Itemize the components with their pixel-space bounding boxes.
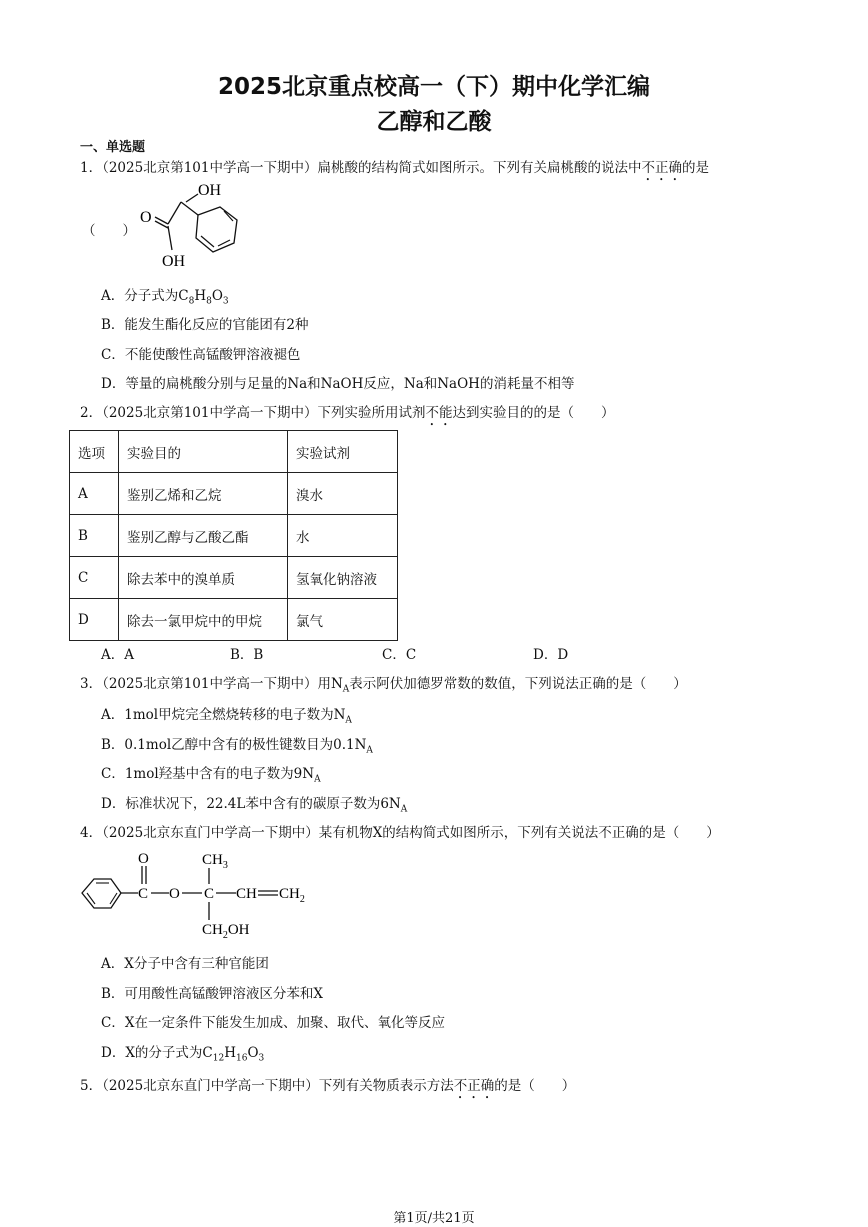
table-row <box>70 515 398 557</box>
q4-o-mid: O <box>169 886 180 902</box>
q4-option-b: B．可用酸性高锰酸钾溶液区分苯和X <box>101 986 324 1002</box>
table-cell: 鉴别乙烯和乙烷 <box>119 473 288 515</box>
table-cell: 实验试剂 <box>288 431 398 473</box>
q3-option-a: A．1mol甲烷完全燃烧转移的电子数为$N_A$ <box>101 707 352 726</box>
table-cell: 氢氧化钠溶液 <box>288 557 398 599</box>
q2-option-c: C．C <box>382 647 417 663</box>
table-row <box>70 557 398 599</box>
table-cell: 选项 <box>70 431 119 473</box>
q4-ch3: $CH_3$ <box>202 852 228 871</box>
q3-option-d: D．标准状况下，22.4L苯中含有的碳原子数为$6N_A$ <box>101 796 408 815</box>
q4-ch: CH <box>236 886 257 902</box>
q1-o-left: O <box>140 209 152 226</box>
q2-table <box>69 430 398 641</box>
q4-o-top: O <box>138 851 149 867</box>
q2-option-a: A．A <box>101 647 134 663</box>
table-cell: C <box>70 557 119 599</box>
table-cell: 水 <box>288 515 398 557</box>
doc-subtitle: 乙醇和乙酸 <box>376 109 492 135</box>
q4-ch2oh: $CH_2OH$ <box>202 922 250 940</box>
table-cell: 氯气 <box>288 599 398 641</box>
table-cell: D <box>70 599 119 641</box>
doc-title: 2025北京重点校高一（下）期中化学汇编 <box>217 74 650 100</box>
q3-option-b: B．0.1mol乙醇中含有的极性键数目为$0.1N_A$ <box>101 737 373 756</box>
q1-option-b: B．能发生酯化反应的官能团有2种 <box>101 317 309 333</box>
table-cell: 实验目的 <box>119 431 288 473</box>
q4-ch2: $CH_2$ <box>279 886 305 905</box>
q4-stem: 4．（2025北京东直门中学高一下期中）某有机物X的结构简式如图所示，下列有关说法不正确的是（ ） <box>80 825 720 841</box>
q1-option-a: A．分子式为$C_8H_8O_3$ <box>101 288 229 307</box>
table-row <box>70 599 398 641</box>
q3-stem: 3．（2025北京第101中学高一下期中）用$N_A$表示阿伏加德罗常数的数值，下列说法正确的是（ ） <box>80 676 687 695</box>
table-cell: A <box>70 473 119 515</box>
q4-option-d: D．X的分子式为$C_{12}H_{16}O_3$ <box>101 1045 265 1064</box>
q4-c1: C <box>138 886 149 902</box>
table-row <box>70 431 398 473</box>
table-cell: 除去苯中的溴单质 <box>119 557 288 599</box>
q1-option-d: D．等量的扁桃酸分别与足量的Na和NaOH反应，Na和NaOH的消耗量不相等 <box>101 376 575 392</box>
table-cell: B <box>70 515 119 557</box>
q1-option-c: C．不能使酸性高锰酸钾溶液褪色 <box>101 347 301 363</box>
q2-stem: 2．（2025北京第101中学高一下期中）下列实验所用试剂不能达到实验目的的是（ ） <box>80 405 615 421</box>
q1-structure <box>130 180 270 272</box>
q1-bracket: （ ） <box>82 223 136 239</box>
section-heading: 一、单选题 <box>80 140 146 155</box>
q2-option-b: B．B <box>230 647 264 663</box>
q1-oh-top: OH <box>198 182 222 199</box>
q3-option-c: C．1mol羟基中含有的电子数为$9N_A$ <box>101 766 321 785</box>
q4-option-c: C．X在一定条件下能发生加成、加聚、取代、氧化等反应 <box>101 1015 445 1031</box>
q2-option-d: D．D <box>533 647 569 663</box>
table-cell: 鉴别乙醇与乙酸乙酯 <box>119 515 288 557</box>
q4-structure <box>74 846 334 940</box>
table-row <box>70 473 398 515</box>
q4-option-a: A．X分子中含有三种官能团 <box>101 956 269 972</box>
table-cell: 除去一氯甲烷中的甲烷 <box>119 599 288 641</box>
q1-stem: 1．（2025北京第101中学高一下期中）扁桃酸的结构简式如图所示。下列有关扁桃酸的说法中不正确的是 <box>80 160 709 176</box>
page-footer: 第1页/共21页 <box>393 1211 475 1226</box>
q5-stem: 5．（2025北京东直门中学高一下期中）下列有关物质表示方法不正确的是（ ） <box>80 1078 576 1094</box>
q4-c2: C <box>204 886 215 902</box>
q1-oh-bottom: OH <box>162 253 186 270</box>
table-cell: 溴水 <box>288 473 398 515</box>
